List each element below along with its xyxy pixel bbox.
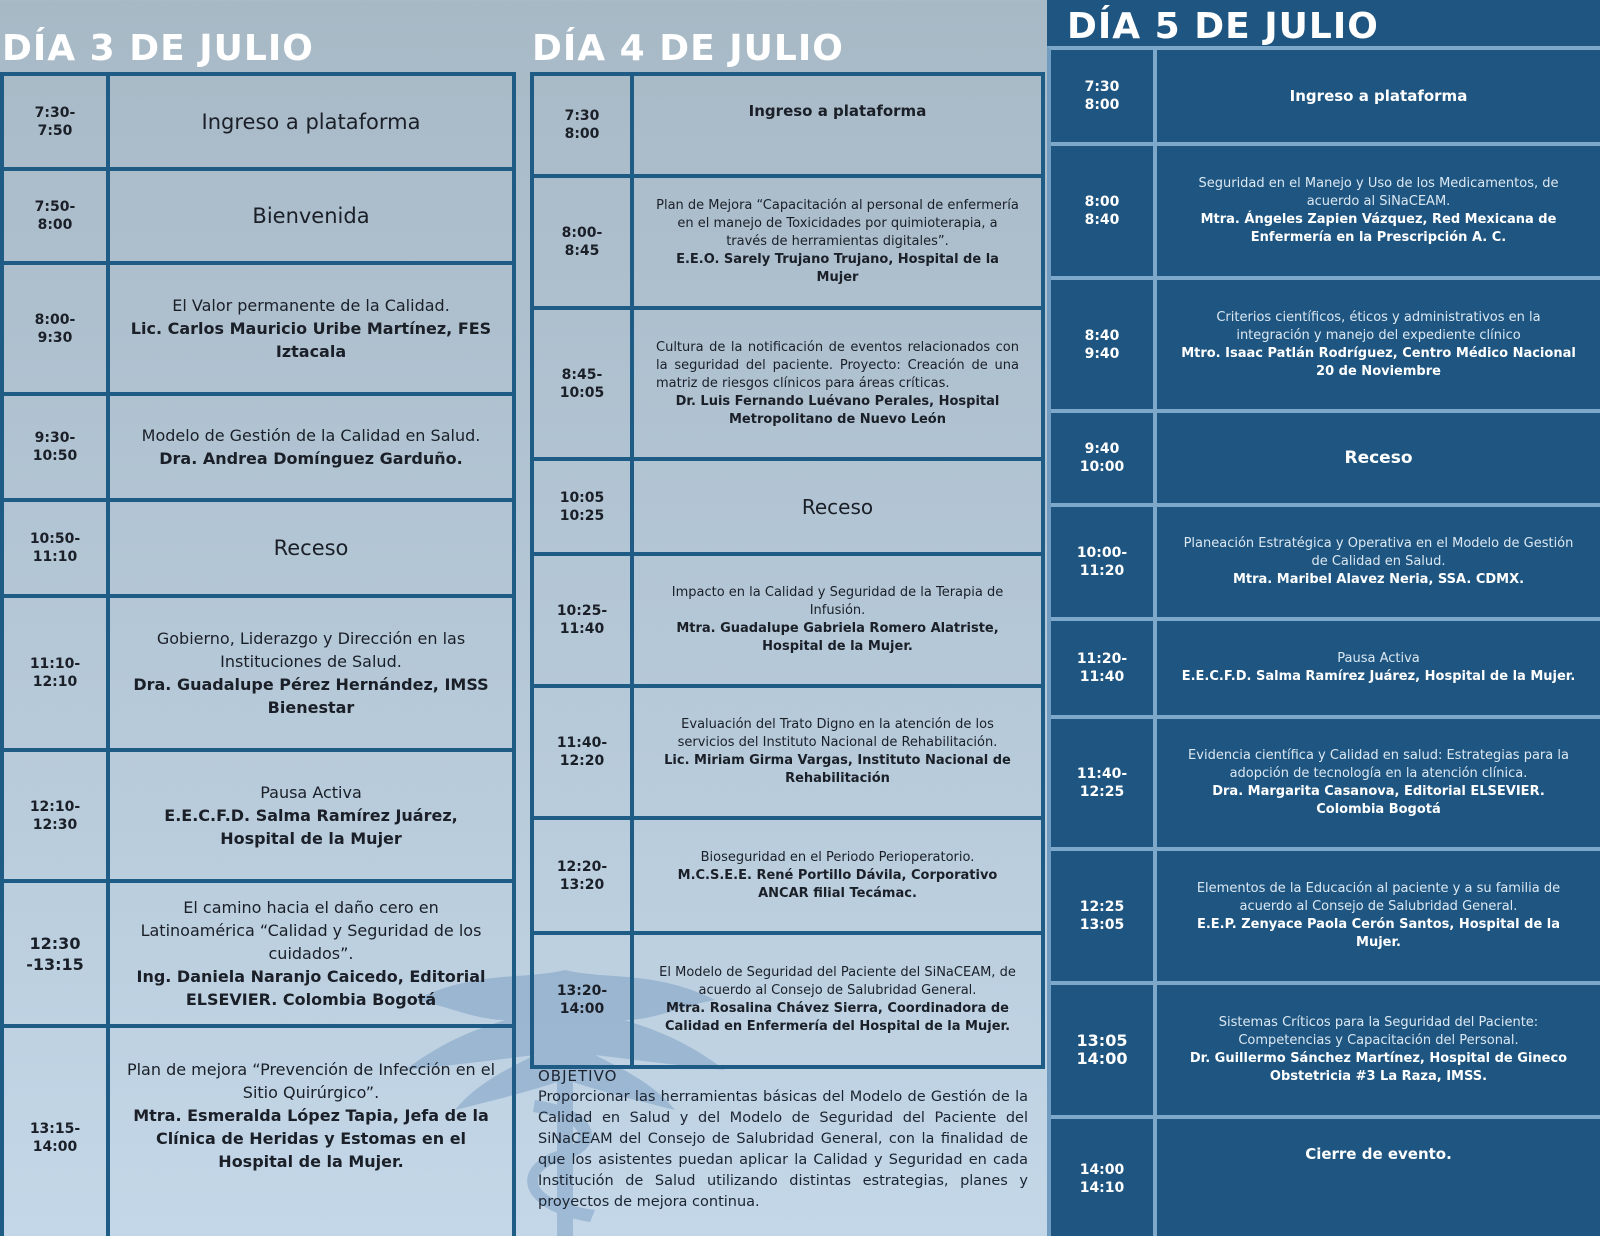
session-title: Ingreso a plataforma (201, 109, 421, 134)
day-5-title: DÍA 5 DE JULIO (1067, 6, 1379, 47)
schedule-row (4, 76, 512, 171)
session-cell (1157, 719, 1600, 847)
session-title: Impacto en la Calidad y Seguridad de la Terapia de Infusión. (671, 585, 1004, 618)
session-cell (110, 502, 512, 594)
session-cell (634, 556, 1041, 684)
time-slot: 10:25- 11:40 (534, 556, 634, 684)
session-cell (110, 171, 512, 261)
schedule-row (4, 1028, 512, 1236)
time-slot: 12:20- 13:20 (534, 820, 634, 931)
session-cell (1157, 50, 1600, 142)
time-slot: 10:50- 11:10 (4, 502, 110, 594)
session-cell (634, 178, 1041, 306)
schedule-row (4, 883, 512, 1028)
session-cell (1157, 413, 1600, 503)
time-slot: 9:40 10:00 (1051, 413, 1157, 503)
session-title: El Valor permanente de la Calidad. (172, 296, 450, 315)
session-title: Ingreso a plataforma (748, 102, 927, 120)
schedule-row (1051, 280, 1600, 413)
session-title: Pausa Activa (1337, 651, 1420, 666)
session-title: Receso (1344, 448, 1413, 468)
session-title: Receso (801, 494, 874, 519)
session-speaker: E.E.O. Sarely Trujano Trujano, Hospital de la Mujer (676, 252, 999, 285)
session-cell (110, 598, 512, 748)
session-title: El camino hacia el daño cero en Latinoamérica “Calidad y Seguridad de los cuidados”. (140, 898, 482, 963)
session-speaker: M.C.S.E.E. René Portillo Dávila, Corporativo ANCAR filial Tecámac. (677, 867, 998, 901)
session-title: Cierre de evento. (1305, 1145, 1452, 1163)
time-slot: 12:10- 12:30 (4, 752, 110, 879)
session-speaker: Ing. Daniela Naranjo Caicedo, Editorial ELSEVIER. Colombia Bogotá (136, 967, 486, 1009)
session-cell (110, 752, 512, 879)
objective-section (538, 1066, 1028, 1213)
time-slot: 11:40- 12:25 (1051, 719, 1157, 847)
day-3-schedule (0, 72, 516, 1236)
session-title: Ingreso a plataforma (1289, 87, 1468, 105)
session-speaker: E.E.C.F.D. Salma Ramírez Juárez, Hospital de la Mujer. (1181, 669, 1576, 684)
time-slot: 11:20- 11:40 (1051, 621, 1157, 715)
time-slot: 8:45- 10:05 (534, 310, 634, 457)
schedule-row (4, 598, 512, 752)
time-slot: 9:30- 10:50 (4, 396, 110, 498)
session-speaker: Dr. Guillermo Sánchez Martínez, Hospital de Gineco Obstetricia #3 La Raza, IMSS. (1189, 1051, 1568, 1084)
session-title: Receso (273, 536, 349, 560)
session-title: Cultura de la notificación de eventos relacionados con la seguridad del paciente. Proyecto: Creación de una matriz de riesgos clínicos para áreas críticas. (656, 339, 1019, 391)
session-title: Plan de mejora “Prevención de Infección en el Sitio Quirúrgico”. (126, 1060, 496, 1102)
session-title: Plan de Mejora “Capacitación al personal de enfermería en el manejo de Toxicidades por quimioterapia, a través de herramientas digitales”. (656, 198, 1019, 249)
session-title: Modelo de Gestión de la Calidad en Salud. (141, 426, 481, 445)
session-cell (634, 461, 1041, 552)
session-speaker: Lic. Miriam Girma Vargas, Instituto Nacional de Rehabilitación (664, 753, 1011, 786)
time-slot: 7:30- 7:50 (4, 76, 110, 167)
schedule-row (4, 396, 512, 502)
schedule-row (534, 310, 1041, 461)
session-title: Gobierno, Liderazgo y Dirección en las Instituciones de Salud. (156, 629, 466, 671)
schedule-row (534, 76, 1041, 178)
schedule-row (534, 688, 1041, 820)
schedule-row (1051, 146, 1600, 280)
session-title: Planeación Estratégica y Operativa en el Modelo de Gestión de Calidad en Salud. (1183, 536, 1574, 569)
session-cell (110, 883, 512, 1024)
time-slot: 14:00 14:10 (1051, 1119, 1157, 1236)
session-title: Evidencia científica y Calidad en salud: Estrategias para la adopción de tecnología en la atención clínica. (1188, 748, 1569, 781)
schedule-row (1051, 985, 1600, 1119)
session-cell (110, 76, 512, 167)
time-slot: 12:25 13:05 (1051, 851, 1157, 981)
schedule-row (534, 820, 1041, 935)
day-3-title: DÍA 3 DE JULIO (2, 28, 314, 69)
time-slot: 7:30 8:00 (1051, 50, 1157, 142)
time-slot: 10:05 10:25 (534, 461, 634, 552)
session-cell (1157, 985, 1600, 1115)
session-speaker: Dr. Luis Fernando Luévano Perales, Hospital Metropolitano de Nuevo León (675, 393, 1000, 427)
time-slot: 11:40- 12:20 (534, 688, 634, 816)
time-slot: 13:05 14:00 (1051, 985, 1157, 1115)
schedule-row (534, 935, 1041, 1065)
time-slot: 8:00 8:40 (1051, 146, 1157, 276)
session-cell (110, 396, 512, 498)
session-speaker: Mtro. Isaac Patlán Rodríguez, Centro Médico Nacional 20 de Noviembre (1181, 345, 1576, 379)
schedule-row (1051, 851, 1600, 985)
day-4-title: DÍA 4 DE JULIO (532, 28, 844, 69)
session-title: Pausa Activa (260, 783, 362, 802)
session-title: Sistemas Críticos para la Seguridad del Paciente: Competencias y Capacitación del Personal. (1218, 1015, 1539, 1048)
session-cell (634, 310, 1041, 457)
schedule-row (534, 556, 1041, 688)
session-cell (1157, 280, 1600, 409)
schedule-row (1051, 50, 1600, 146)
session-title: Bienvenida (252, 204, 370, 228)
schedule-row (4, 171, 512, 265)
session-speaker: Lic. Carlos Mauricio Uribe Martínez, FES Iztacala (130, 319, 492, 361)
time-slot: 7:50- 8:00 (4, 171, 110, 261)
session-cell (634, 76, 1041, 174)
session-speaker: Mtra. Rosalina Chávez Sierra, Coordinadora de Calidad en Enfermería del Hospital de la Mujer. (664, 1001, 1011, 1034)
session-cell (634, 688, 1041, 816)
session-speaker: Mtra. Ángeles Zapien Vázquez, Red Mexicana de Enfermería en la Prescripción A. C. (1200, 212, 1557, 245)
session-cell (1157, 507, 1600, 617)
schedule-row (1051, 621, 1600, 719)
schedule-row (1051, 1119, 1600, 1236)
time-slot: 13:15- 14:00 (4, 1028, 110, 1236)
time-slot: 8:00- 8:45 (534, 178, 634, 306)
day-5-schedule (1047, 46, 1600, 1236)
schedule-row (4, 502, 512, 598)
session-title: Evaluación del Trato Digno en la atención de los servicios del Instituto Nacional de Rehabilitación. (677, 717, 998, 750)
session-title: Bioseguridad en el Periodo Perioperatorio. (700, 849, 975, 865)
session-cell (110, 265, 512, 392)
session-speaker: Mtra. Guadalupe Gabriela Romero Alatriste, Hospital de la Mujer. (676, 621, 999, 654)
schedule-row (534, 178, 1041, 310)
session-speaker: Dra. Guadalupe Pérez Hernández, IMSS Bienestar (133, 675, 489, 717)
session-cell (110, 1028, 512, 1236)
objective-title: OBJETIVO (538, 1067, 618, 1085)
session-title: Elementos de la Educación al paciente y a su familia de acuerdo al Consejo de Salubridad General. (1196, 881, 1561, 914)
schedule-row (4, 265, 512, 396)
time-slot: 13:20- 14:00 (534, 935, 634, 1065)
time-slot: 8:40 9:40 (1051, 280, 1157, 409)
session-speaker: Mtra. Esmeralda López Tapia, Jefa de la Clínica de Heridas y Estomas en el Hospital de la Mujer. (133, 1106, 489, 1171)
day-4-schedule (530, 72, 1045, 1069)
session-title: Criterios científicos, éticos y administrativos en la integración y manejo del expediente clínico (1216, 309, 1541, 343)
time-slot: 11:10- 12:10 (4, 598, 110, 748)
schedule-row (534, 461, 1041, 556)
objective-text: Proporcionar las herramientas básicas del Modelo de Gestión de la Calidad en Salud y del Modelo de Seguridad del Paciente del SiNaCEAM del Consejo de Salubridad General, con la finalidad de que los asistentes puedan aplicar la Calidad y Seguridad en cada Institución de Salud utilizando distintas estrategias, planes y proyectos de mejora continua. (538, 1089, 1028, 1210)
session-title: Seguridad en el Manejo y Uso de los Medicamentos, de acuerdo al SiNaCEAM. (1198, 176, 1559, 209)
session-cell (1157, 851, 1600, 981)
session-speaker: E.E.C.F.D. Salma Ramírez Juárez, Hospital de la Mujer (164, 806, 458, 848)
time-slot: 10:00- 11:20 (1051, 507, 1157, 617)
session-cell (1157, 146, 1600, 276)
schedule-row (1051, 507, 1600, 621)
time-slot: 8:00- 9:30 (4, 265, 110, 392)
session-cell (1157, 1119, 1600, 1236)
day-5-column (1047, 0, 1600, 1236)
session-speaker: Dra. Andrea Domínguez Garduño. (159, 449, 463, 468)
schedule-row (4, 752, 512, 883)
session-title: El Modelo de Seguridad del Paciente del SiNaCEAM, de acuerdo al Consejo de Salubridad General. (659, 965, 1016, 998)
time-slot: 7:30 8:00 (534, 76, 634, 174)
schedule-row (1051, 413, 1600, 507)
time-slot: 12:30 -13:15 (4, 883, 110, 1024)
session-speaker: Mtra. Maribel Alavez Neria, SSA. CDMX. (1232, 572, 1525, 587)
session-speaker: Dra. Margarita Casanova, Editorial ELSEVIER. Colombia Bogotá (1212, 784, 1545, 817)
schedule-row (1051, 719, 1600, 851)
session-cell (634, 820, 1041, 931)
session-cell (634, 935, 1041, 1065)
session-cell (1157, 621, 1600, 715)
session-speaker: E.E.P. Zenyace Paola Cerón Santos, Hospital de la Mujer. (1196, 917, 1561, 950)
